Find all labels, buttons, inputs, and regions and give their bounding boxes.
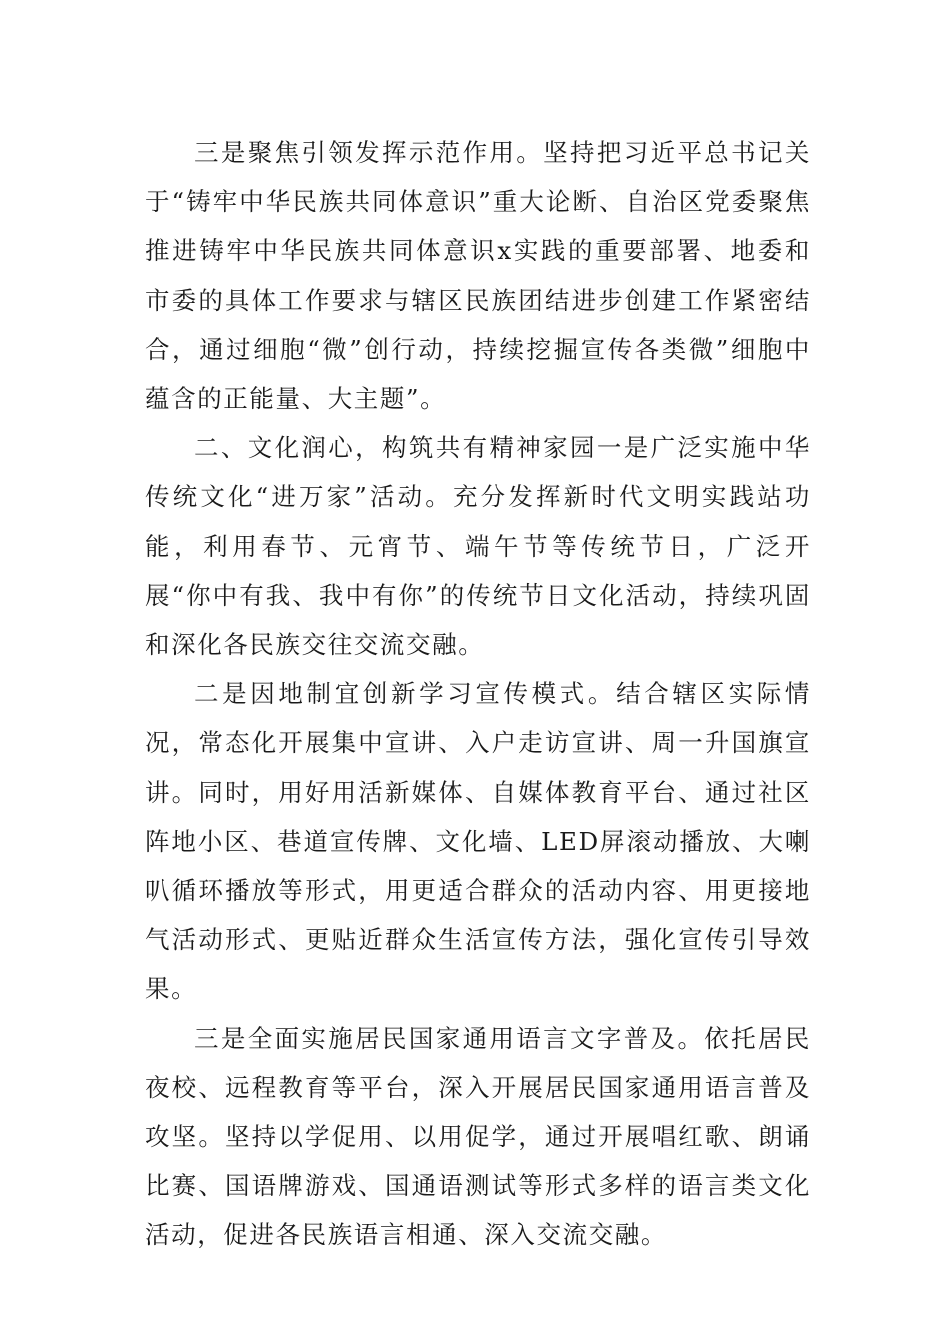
paragraph-culture-nourish-heart: 二、文化润心，构筑共有精神家园一是广泛实施中华传统文化“进万家”活动。充分发挥新时代文明实践站功能，利用春节、元宵节、端午节等传统节日，广泛开展“你中有我、我中有你”的传统节日文化活动，持续巩固和深化各民族交往交流交融。	[145, 433, 811, 660]
paragraph-common-language: 三是全面实施居民国家通用语言文字普及。依托居民夜校、远程教育等平台，深入开展居民国家通用语言普及攻坚。坚持以学促用、以用促学，通过开展唱红歌、朗诵比赛、国语牌游戏、国通语测试等形式多样的语言类文化活动，促进各民族语言相通、深入交流交融。	[145, 1023, 811, 1250]
document-body	[145, 128, 811, 1260]
paragraph-demonstration-role: 三是聚焦引领发挥示范作用。坚持把习近平总书记关于“铸牢中华民族共同体意识”重大论断、自治区党委聚焦推进铸牢中华民族共同体意识x实践的重要部署、地委和市委的具体工作要求与辖区民族团结进步创建工作紧密结合，通过细胞“微”创行动，持续挖掘宣传各类微”细胞中蕴含的正能量、大主题”。	[145, 138, 811, 414]
paragraph-publicity-mode: 二是因地制宜创新学习宣传模式。结合辖区实际情况，常态化开展集中宣讲、入户走访宣讲、周一升国旗宣讲。同时，用好用活新媒体、自媒体教育平台、通过社区阵地小区、巷道宣传牌、文化墙、LED屏滚动播放、大喇叭循环播放等形式，用更适合群众的活动内容、用更接地气活动形式、更贴近群众生活宣传方法，强化宣传引导效果。	[145, 679, 811, 1004]
